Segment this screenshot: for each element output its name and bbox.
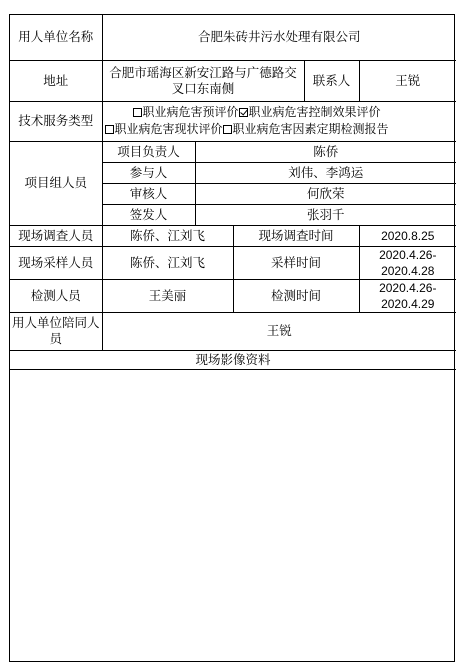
checkbox-control-effect	[239, 108, 248, 117]
testing-time: 2020.4.26-2020.4.29	[359, 279, 456, 312]
testing-row	[10, 279, 456, 312]
escort-name: 王锐	[102, 312, 456, 350]
info-table	[10, 15, 456, 370]
sampling-row	[10, 246, 456, 279]
option-periodic-testing: 职业病危害因素定期检测报告	[232, 122, 389, 136]
sampling-time-label: 采样时间	[233, 246, 359, 279]
sampling-time: 2020.4.26-2020.4.28	[359, 246, 456, 279]
testing-time-label: 检测时间	[233, 279, 359, 312]
checkbox-preassessment	[133, 108, 142, 117]
testing-label: 检测人员	[10, 279, 102, 312]
team-member: 张羽千	[195, 204, 456, 225]
option-preassessment: 职业病危害预评价	[142, 105, 239, 119]
photo-section-title: 现场影像资料	[10, 350, 456, 369]
photo-area	[10, 347, 454, 661]
survey-time: 2020.8.25	[359, 225, 456, 246]
option-status-assessment: 职业病危害现状评价	[114, 122, 223, 136]
escort-row	[10, 312, 456, 350]
team-role: 项目负责人	[102, 141, 195, 162]
contact-label: 联系人	[304, 60, 359, 101]
checkbox-periodic-testing	[223, 125, 232, 134]
team-member: 陈侨	[195, 141, 456, 162]
team-row-leader	[10, 141, 456, 162]
address-row	[10, 60, 456, 101]
service-options-line-1	[105, 104, 455, 121]
team-role: 签发人	[102, 204, 195, 225]
service-type-options	[102, 101, 456, 141]
survey-record-form	[9, 14, 455, 662]
sampling-staff: 陈侨、江刘飞	[102, 246, 233, 279]
team-member: 刘伟、李鸿运	[195, 162, 456, 183]
contact-name: 王锐	[359, 60, 456, 101]
survey-staff: 陈侨、江刘飞	[102, 225, 233, 246]
sampling-label: 现场采样人员	[10, 246, 102, 279]
service-type-row	[10, 101, 456, 141]
team-role: 参与人	[102, 162, 195, 183]
survey-row	[10, 225, 456, 246]
service-options-line-2	[105, 121, 455, 138]
option-control-effect: 职业病危害控制效果评价	[248, 105, 381, 119]
address-value: 合肥市瑶海区新安江路与广德路交叉口东南侧	[102, 60, 304, 101]
team-role: 审核人	[102, 183, 195, 204]
testing-staff: 王美丽	[102, 279, 233, 312]
service-type-label: 技术服务类型	[10, 101, 102, 141]
address-label: 地址	[10, 60, 102, 101]
employer-label: 用人单位名称	[10, 15, 102, 60]
project-team-label: 项目组人员	[10, 141, 102, 225]
survey-time-label: 现场调查时间	[233, 225, 359, 246]
employer-row	[10, 15, 456, 60]
escort-label: 用人单位陪同人员	[10, 312, 102, 350]
employer-name: 合肥朱砖井污水处理有限公司	[102, 15, 456, 60]
survey-label: 现场调查人员	[10, 225, 102, 246]
checkbox-status-assessment	[105, 125, 114, 134]
team-member: 何欣荣	[195, 183, 456, 204]
